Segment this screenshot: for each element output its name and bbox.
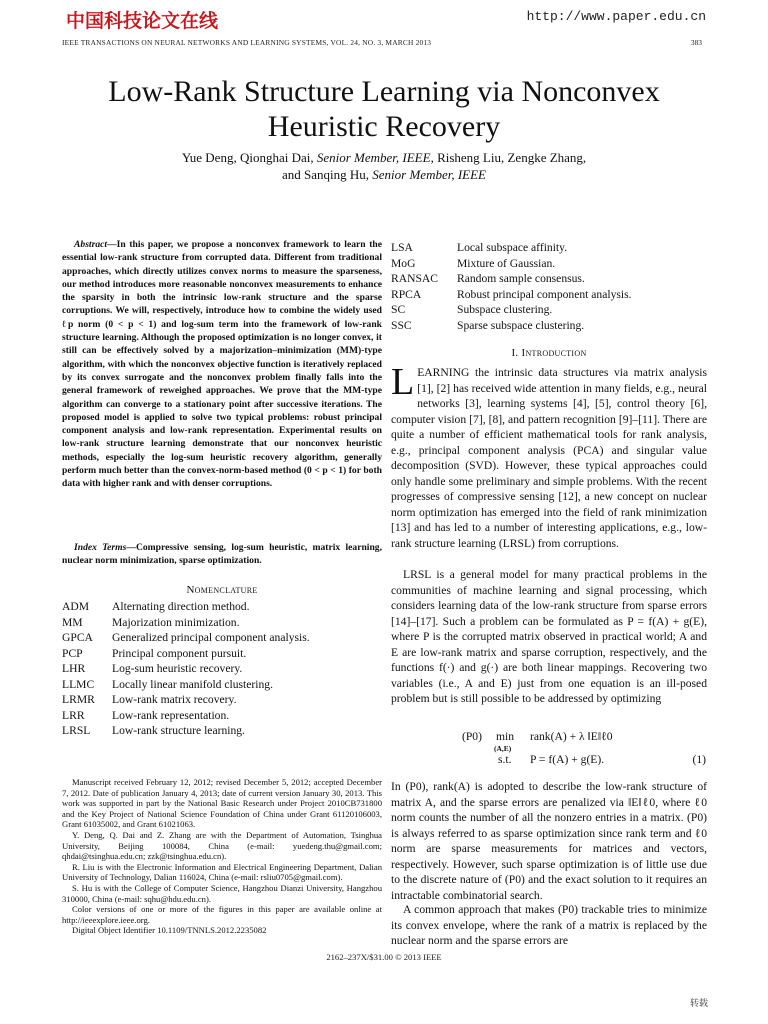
paper-title (60, 74, 708, 144)
nomenclature-row (391, 240, 707, 256)
nomenclature-abbr: RANSAC (391, 272, 439, 285)
nomenclature-row (62, 692, 382, 708)
nomenclature-row (62, 677, 382, 693)
nomenclature-list-continued (391, 240, 707, 333)
nomenclature-abbr: LHR (62, 662, 86, 675)
footnote-paragraph: Color versions of one or more of the figures in this paper are available online at http://ieeexplore.ieee.org. (62, 904, 382, 925)
nomenclature-row (62, 615, 382, 631)
nomenclature-row (62, 599, 382, 615)
nomenclature-definition: Robust principal component analysis. (457, 287, 632, 301)
footnote-paragraph: Manuscript received February 12, 2012; revised December 5, 2012; accepted December 7, 2012. Date of publication January 4, 2013; date of current version January 30, 2013. This work was supported in part by the National Basic Research under Project 2010CB731800 and the Key Project of National Science Foundation of China under Grant 61120106003, Grant 61035002, and Grant 61021063. (62, 777, 382, 830)
nomenclature-abbr: LRR (62, 708, 85, 722)
eq-label: (P0) (462, 730, 482, 743)
nomenclature-definition: Locally linear manifold clustering. (112, 677, 273, 691)
nomenclature-abbr: RPCA (391, 287, 422, 301)
author-role: Senior Member, IEEE (372, 167, 486, 182)
footnote-paragraph: Digital Object Identifier 10.1109/TNNLS.2012.2235082 (72, 925, 267, 936)
nomenclature-definition: Low-rank structure learning. (112, 724, 245, 737)
repost-watermark: 转载 (689, 999, 708, 1009)
abstract-text: In this paper, we propose a nonconvex framework to learn the essential low-rank structure from corrupted data. Different from traditional approaches, which directly utilizes convex norms to measure the sparseness, our method introduces more reasonable nonconvex measurements to enhance the sparsity in both the intrinsic low-rank structure and the sparse corruptions. We will, respectively, introduce how to combine the widely used ℓp norm (0 < p < 1) and log-sum term into the framework of low-rank structure learning. Although the proposed optimization is no longer convex, it still can be effectively solved by a majorization–minimization (MM)-type algorithm, with which the nonconvex objective function is iteratively replaced by its convex surrogate and the nonconvex problem finally falls into the general framework of reweighed approaches. We prove that the MM-type algorithm can converge to a stationary point after successive iterations. The proposed model is applied to solve two typical problems: robust principal component analysis and low-rank representation. Experimental results on low-rank structure learning demonstrate that our nonconvex heuristic methods, especially the log-sum heuristic recovery algorithm, generally perform much better than the convex-norm-based method (0 < p < 1) for both data with higher rank and with denser corruptions. (62, 239, 382, 490)
index-terms (62, 541, 382, 568)
copyright-footer: 2162–237X/$31.00 © 2013 IEEE (326, 952, 442, 962)
footnote-paragraph: R. Liu is with the Electronic Information and Electrical Engineering Department, Dalian University of Technology, Dalian 116024, China (e-mail: rsliu0705@gmail.com). (62, 861, 382, 883)
nomenclature-definition: Low-rank matrix recovery. (112, 693, 237, 706)
nomenclature-row (391, 302, 707, 318)
nomenclature-row (391, 256, 707, 272)
nomenclature-definition: Mixture of Gaussian. (457, 256, 556, 270)
title-line-1: Low-Rank Structure Learning via Nonconvex (108, 75, 660, 108)
eq-objective: rank(A) + λ ‖E‖ℓ0 (530, 730, 613, 743)
nomenclature-heading: Nomenclature (186, 584, 258, 596)
nomenclature-abbr: ADM (62, 600, 90, 613)
nomenclature-definition: Majorization minimization. (112, 615, 240, 629)
nomenclature-row (391, 287, 707, 303)
nomenclature-abbr: PCP (62, 646, 83, 660)
eq-st: s.t. (498, 753, 512, 766)
eq-min-subscript: (A,E) (494, 744, 512, 753)
nomenclature-abbr: LRMR (62, 693, 95, 706)
footnotes (62, 777, 382, 936)
nomenclature-abbr: MoG (391, 256, 416, 270)
nomenclature-definition: Sparse subspace clustering. (457, 318, 585, 332)
nomenclature-row (62, 630, 382, 646)
site-logo: 中国科技论文在线 (66, 10, 219, 32)
nomenclature-abbr: GPCA (62, 631, 93, 644)
nomenclature-list (62, 599, 382, 739)
footnote-paragraph: S. Hu is with the College of Computer Science, Hangzhou Dianzi University, Hangzhou 310000, China (e-mail: sqhu@hdu.edu.cn). (62, 882, 382, 904)
intro-paragraph-1 (391, 361, 707, 551)
intro-paragraph-2: LRSL is a general model for many practical problems in the communities of machine learning and signal processing, which considers learning data of the low-rank structure from sparse errors [14]–[17]. Such a problem can be formulated as P = f(A) + g(E), where P is the corrupted matrix observed in practical world; A and E are low-rank matrix and sparse corruption, respectively, and the functions f(·) and g(·) are both linear mappings. Recovering two variables (i.e., A and E) just from one equation is an ill-posed problem but is still possible to be addressed by optimizing (391, 568, 707, 705)
nomenclature-definition: Local subspace affinity. (457, 241, 568, 254)
title-line-2: Heuristic Recovery (267, 110, 501, 143)
nomenclature-row (62, 708, 382, 724)
authors-line1: Yue Deng, Qionghai Dai, (181, 150, 317, 165)
equation-number: (1) (692, 753, 706, 766)
page-number: 383 (690, 38, 702, 47)
intro-paragraph-4: A common approach that makes (P0) trackable tries to minimize its convex envelope, where the rank of a matrix is replaced by the nuclear norm and the sparse errors are (391, 903, 707, 947)
footnote-paragraph: Y. Deng, Q. Dai and Z. Zhang are with the Department of Automation, Tsinghua University, Beijing 100084, China (e-mail: yuedeng.thu@gmail.com; qhdai@tsinghua.edu.cn; zzk@tsinghua.edu.cn). (62, 829, 382, 862)
section-heading-introduction: I. Introduction (511, 347, 587, 359)
nomenclature-abbr: SC (391, 303, 406, 316)
running-head: IEEE TRANSACTIONS ON NEURAL NETWORKS AND LEARNING SYSTEMS, VOL. 24, NO. 3, MARCH 2013 (62, 38, 432, 47)
nomenclature-row (391, 271, 707, 287)
nomenclature-definition: Generalized principal component analysis. (112, 631, 310, 644)
site-url[interactable]: http://www.paper.edu.cn (526, 9, 706, 24)
eq-constraint: P = f(A) + g(E). (530, 753, 605, 766)
nomenclature-abbr: MM (62, 615, 83, 629)
index-terms-text: Compressive sensing, log-sum heuristic, matrix learning, nuclear norm minimization, sparse optimization. (62, 542, 382, 567)
nomenclature-definition: Log-sum heuristic recovery. (112, 662, 243, 675)
nomenclature-abbr: SSC (391, 318, 412, 332)
index-terms-label: Index Terms— (74, 542, 136, 553)
nomenclature-definition: Principal component pursuit. (112, 646, 247, 660)
nomenclature-definition: Low-rank representation. (112, 708, 230, 722)
authors-line2: and Sanqing Hu, (282, 167, 373, 182)
nomenclature-row (391, 318, 707, 334)
drop-cap: L (391, 361, 415, 403)
nomenclature-row (62, 723, 382, 739)
nomenclature-row (62, 661, 382, 677)
nomenclature-definition: Random sample consensus. (457, 272, 585, 285)
nomenclature-abbr: LLMC (62, 677, 95, 691)
author-role: Senior Member, IEEE (316, 150, 431, 165)
abstract-label: Abstract— (74, 239, 117, 250)
authors-line1-rest: , Risheng Liu, Zengke Zhang, (430, 150, 587, 165)
nomenclature-abbr: LSA (391, 241, 413, 254)
nomenclature-abbr: LRSL (62, 724, 91, 737)
intro-p1-text: EARNING the intrinsic data structures via matrix analysis [1], [2] has received wide attention in many fields, e.g., neural networks [3], learning systems [4], [5], control theory [6], computer vision [7], [8], and pattern recognition [9]–[11]. There are quite a number of efficient mathematical tools for rank analysis, e.g., principal component analysis (PCA) and singular value decomposition (SVD). However, these typical approaches could only handle some preliminary and simple problems. With the recent progresses of compressive sensing [12], a new concept on nuclear norm optimization has emerged into the field of rank minimization [13] and has led to a number of interesting applications, e.g., low-rank structure learning (LRSL) from corruptions. (391, 366, 707, 550)
eq-min: min (496, 730, 515, 743)
nomenclature-row (62, 646, 382, 662)
author-list (60, 149, 708, 183)
abstract (62, 238, 382, 491)
nomenclature-definition: Subspace clustering. (457, 303, 553, 316)
intro-paragraph-3: In (P0), rank(A) is adopted to describe the low-rank structure of matrix A, and the sparse errors are penalized via ‖E‖ℓ0, where ℓ0 norm counts the number of all the nonzero entries in a matrix. (P0) is always referred to as sparse optimization since rank term and ℓ0 norm are sparse measurements for matrices and vectors, respectively. However, such sparse optimization is of little use due to the discrete nature of (P0) and the exact solution to it requires an intractable combinatorial search. (391, 780, 707, 902)
nomenclature-definition: Alternating direction method. (112, 600, 250, 613)
